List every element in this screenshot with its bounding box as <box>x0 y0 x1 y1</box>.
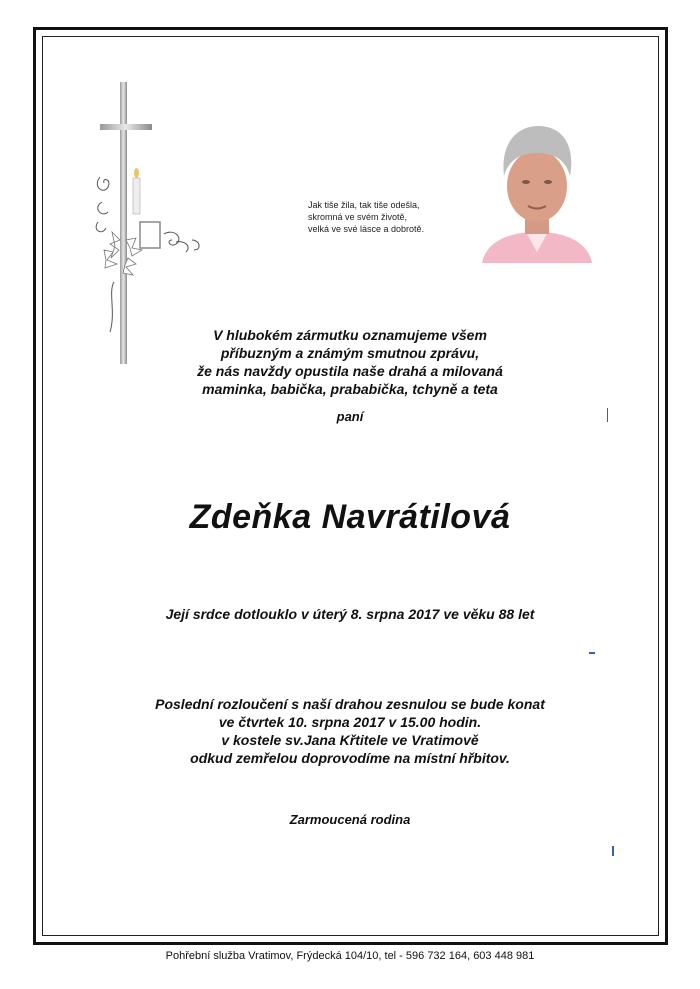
funeral-info <box>0 695 700 767</box>
quote-line: velká ve své lásce a dobrotě. <box>308 224 425 234</box>
funeral-line: ve čtvrtek 10. srpna 2017 v 15.00 hodin. <box>218 714 482 730</box>
death-info: Její srdce dotlouklo v úterý 8. srpna 2017 ve věku 88 let <box>165 606 535 622</box>
announcement-line: maminka, babička, prababička, tchyně a teta <box>202 381 498 397</box>
quote-line: skromná ve svém životě, <box>308 212 408 222</box>
signature: Zarmoucená rodina <box>289 812 411 827</box>
announcement-text <box>0 326 700 398</box>
memorial-quote <box>308 199 478 235</box>
deceased-name: Zdeňka Navrátilová <box>189 498 511 536</box>
announcement-line: příbuzným a známým smutnou zprávu, <box>220 345 480 361</box>
scan-speck <box>607 408 608 422</box>
funeral-line: v kostele sv.Jana Křtitele ve Vratimově <box>221 732 479 748</box>
scan-speck <box>612 846 614 856</box>
announcement-line: že nás navždy opustila naše drahá a milovaná <box>197 363 503 379</box>
portrait-photo <box>478 120 596 263</box>
funeral-line: Poslední rozloučení s naší drahou zesnulou se bude konat <box>155 696 545 712</box>
title-word: paní <box>336 409 364 424</box>
cross-with-lilies-icon <box>92 82 222 367</box>
funeral-service-footer: Pohřební služba Vratimov, Frýdecká 104/10, tel - 596 732 164, 603 448 981 <box>165 950 535 962</box>
quote-line: Jak tiše žila, tak tiše odešla, <box>308 200 420 210</box>
scan-speck <box>589 652 595 654</box>
announcement-line: V hlubokém zármutku oznamujeme všem <box>213 327 487 343</box>
funeral-line: odkud zemřelou doprovodíme na místní hřbitov. <box>190 750 510 766</box>
